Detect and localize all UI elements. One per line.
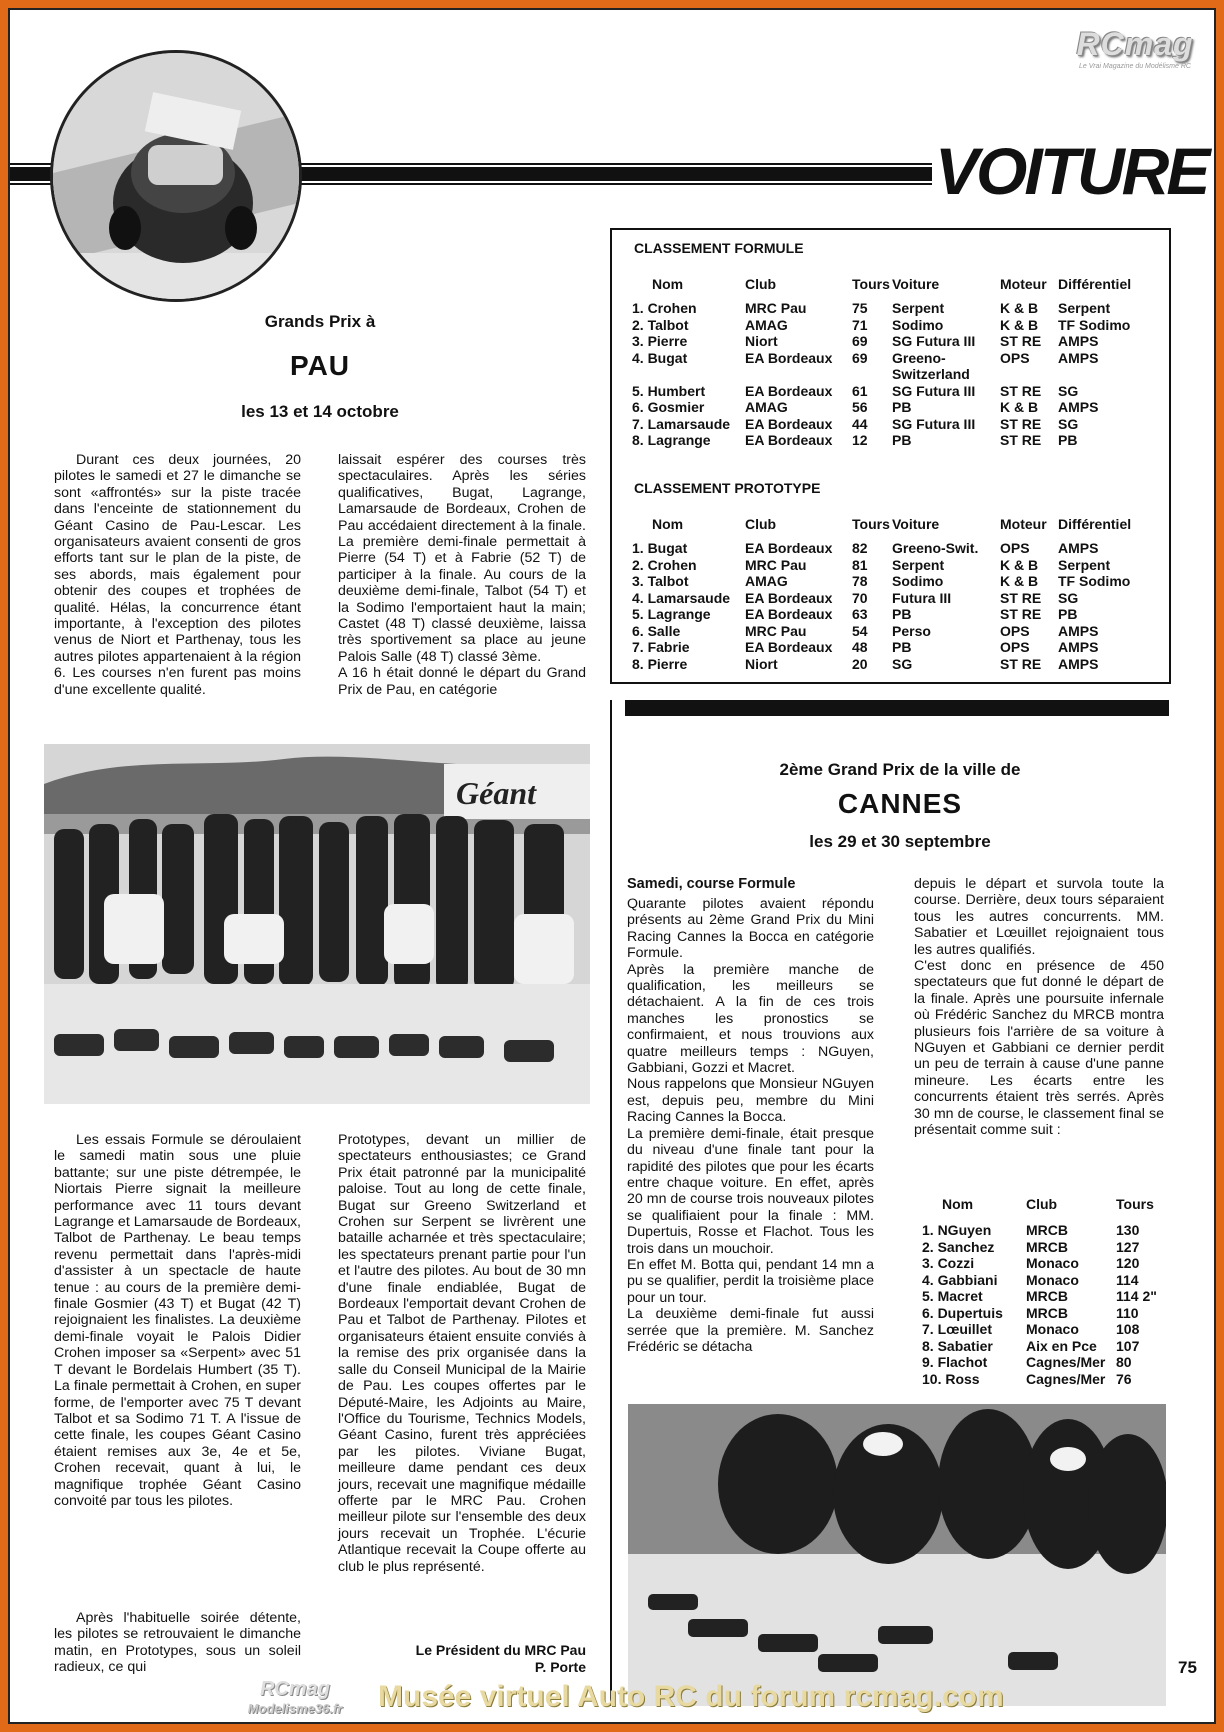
table-row bbox=[612, 383, 1169, 399]
pau-pre-title: Grands Prix à bbox=[264, 312, 376, 331]
table-cell: 10. Ross bbox=[922, 1370, 980, 1387]
table-cell: PB bbox=[892, 606, 912, 622]
cannes-header-row: Nom Club Tours bbox=[942, 1196, 1154, 1212]
table-cell: 12 bbox=[852, 432, 868, 448]
table-cell: AMPS bbox=[1058, 639, 1099, 655]
table-cell: ST RE bbox=[1000, 606, 1042, 622]
table-cell: 114 2" bbox=[1116, 1288, 1157, 1304]
cannes-col1: Quarante pilotes avaient répondu présents au 2ème Grand Prix du Mini Racing Cannes la Bocca en catégorie Formule. Après la première manche de qualification, les meilleurs se détachaient. A la fin de ces trois manches les pronostics se confirmaient, et nous trouvions aux quatre meilleurs temps : NGuyen, Gabbiani, Gozzi et Macret. Nous rappelons que Monsieur NGuyen est, depuis peu, membre du Mini Racing Cannes la Bocca. La première demi-finale, était presque du niveau d'une finale tant pour la rapidité des pilotes que pour les écarts entre chaque voiture. En effet, après 20 mn de course trois nouveaux pilotes se qualifiaient pour la finale : MM. Dupertuis, Rosse et Flachot. Tous les trois dans un mouchoir. En effet M. Botta qui, pendant 14 mn a pu se qualifier, perdit la troisième place pour un tour. La deuxième demi-finale fut aussi serrée que la première. M. Sanchez Frédéric se détacha bbox=[627, 896, 874, 1355]
table-cell: Aix en Pce bbox=[1026, 1337, 1097, 1354]
table-cell: AMAG bbox=[745, 573, 788, 589]
table-row bbox=[612, 416, 1169, 432]
table-row bbox=[914, 1371, 1174, 1387]
table-row bbox=[914, 1305, 1174, 1321]
table-cell: PB bbox=[1058, 606, 1078, 622]
table-cell: 6. Gosmier bbox=[632, 399, 705, 415]
table-cell: MRC Pau bbox=[745, 556, 807, 573]
column-divider bbox=[610, 700, 612, 1706]
table-cell: MRCB bbox=[1026, 1222, 1068, 1238]
table-cell: Cagnes/Mer bbox=[1026, 1354, 1106, 1370]
table-cell: 9. Flachot bbox=[922, 1354, 988, 1370]
table-row bbox=[612, 557, 1169, 573]
table-row bbox=[612, 432, 1169, 448]
table-row bbox=[914, 1354, 1174, 1370]
table-cell: EA Bordeaux bbox=[745, 589, 833, 606]
table-cell: AMAG bbox=[745, 399, 788, 415]
table-row bbox=[612, 590, 1169, 606]
footer-logo bbox=[220, 1678, 370, 1716]
table-row bbox=[612, 317, 1169, 333]
table-cell: PB bbox=[1058, 432, 1078, 448]
cannes-pre-title: 2ème Grand Prix de la ville de bbox=[779, 760, 1021, 779]
cannes-dates: les 29 et 30 septembre bbox=[809, 832, 991, 851]
table-cell: EA Bordeaux bbox=[745, 606, 833, 622]
table-cell: 70 bbox=[852, 589, 868, 606]
table-cell: 114 bbox=[1116, 1271, 1139, 1288]
table-cell: ST RE bbox=[1000, 382, 1042, 399]
rcmag-logo bbox=[1065, 26, 1205, 68]
table-cell: K & B bbox=[1000, 399, 1039, 415]
table-cell: ST RE bbox=[1000, 415, 1042, 432]
table-row bbox=[612, 606, 1169, 622]
cannes-subhead: Samedi, course Formule bbox=[627, 876, 796, 892]
table-cell: EA Bordeaux bbox=[745, 540, 833, 556]
table-cell: MRCB bbox=[1026, 1288, 1068, 1304]
table-cell: 82 bbox=[852, 540, 868, 556]
table-row bbox=[914, 1222, 1174, 1238]
footer-logo-text: RCmag bbox=[259, 1678, 330, 1700]
table-cell: OPS bbox=[1000, 540, 1030, 556]
pau-col1-top: Durant ces deux journées, 20 pilotes le samedi et 27 le dimanche se sont «affrontés» sur la piste tracée dans l'enceinte de stationnement du Géant Casino de Pau-Lescar. Les organisateurs avaient consenti de gros efforts tant sur le plan de la piste, de ses abords, mais également pour obtenir des coupes et trophées de qualité. Hélas, la concurrence étant importante, à l'exception des pilotes venus de Niort et Parthenay, tous les autres pilotes appartenaient à la région 6. Les courses n'en furent pas moins d'une excellente qualité. bbox=[54, 452, 301, 698]
table-row bbox=[612, 333, 1169, 349]
pau-col1-bottom: Les essais Formule se déroulaient le samedi matin sous une pluie battante; sur une piste détrempée, le Niortais Pierre signait la meilleure performance avec 11 tours devant Lagrange et Lamarsaude de Bordeaux, Talbot de Parthenay. Le beau temps revenu permettait dans l'après-midi d'assister à un spectacle de haute tenue : au cours de la première demi-finale Gosmier (43 T) et Bugat (42 T) rejoignaient les finalistes. La deuxième demi-finale voyait le Palois Didier Crohen imposer sa «Serpent» avec 51 T devant le Bordelais Humbert (35 T). La finale permettait à Crohen, en super forme, de l'emporter avec 75 T devant Talbot et sa Sodimo 71 T. A l'issue de cette finale, les coupes Géant Casino étaient remises aux 3e, 4e et 5e, Crohen recevait, quant à lui, le magnifique trophée Géant Casino convoité par tous les pilotes. bbox=[54, 1132, 301, 1509]
table-cell: SG bbox=[1058, 415, 1079, 432]
table-row bbox=[914, 1255, 1174, 1271]
table-cell: 2. Talbot bbox=[632, 316, 689, 333]
table-cell: 71 bbox=[852, 316, 868, 333]
circle-car-photo bbox=[50, 50, 302, 302]
table-cell: 63 bbox=[852, 606, 868, 622]
table-cell: 3. Cozzi bbox=[922, 1255, 975, 1271]
table-cell: Niort bbox=[745, 333, 778, 349]
table-cell: 61 bbox=[852, 382, 868, 399]
table-cell: MRC Pau bbox=[745, 622, 807, 639]
cannes-race-photo bbox=[628, 1404, 1166, 1706]
table-row bbox=[612, 349, 1169, 382]
table-cell: MRCB bbox=[1026, 1238, 1068, 1255]
table-cell: 8. Sabatier bbox=[922, 1337, 993, 1354]
table-cell: SG bbox=[892, 655, 913, 672]
table-cell: Perso bbox=[892, 622, 931, 639]
table-cell: AMPS bbox=[1058, 655, 1099, 672]
table-cell: 8. Pierre bbox=[632, 655, 688, 672]
table-cell: 1. NGuyen bbox=[922, 1222, 992, 1238]
pau-group-photo bbox=[44, 744, 590, 1104]
table-cell: Greeno- Switzerland bbox=[892, 349, 970, 382]
table-cell: AMPS bbox=[1058, 333, 1099, 349]
table-cell: PB bbox=[892, 399, 912, 415]
footer-logo-sub: Modelisme36.fr bbox=[247, 1701, 343, 1716]
table-cell: Serpent bbox=[892, 556, 945, 573]
table-cell: 69 bbox=[852, 333, 868, 349]
pau-signature bbox=[338, 1642, 586, 1676]
cannes-results-table bbox=[914, 1196, 1174, 1396]
table-cell: OPS bbox=[1000, 349, 1030, 366]
table-cell: K & B bbox=[1000, 300, 1039, 316]
table-cell: ST RE bbox=[1000, 655, 1042, 672]
table-cell: K & B bbox=[1000, 316, 1039, 333]
table-cell: OPS bbox=[1000, 639, 1030, 655]
table-row bbox=[612, 540, 1169, 556]
table-row bbox=[612, 573, 1169, 589]
table-cell: ST RE bbox=[1000, 333, 1042, 349]
table-cell: Serpent bbox=[1058, 300, 1111, 316]
table-cell: 48 bbox=[852, 639, 868, 655]
cannes-col2: depuis le départ et survola toute la course. Derrière, deux tours séparaient tous les autres concurrents. MM. Sabatier et Lœuillet rejoignaient tous les autres qualifiés. C'est donc en présence de 450 spectateurs que fut donné le départ de la finale. Après une poursuite infernale où Frédéric Sanchez du MRCB montra plusieurs fois l'arrière de sa voiture à NGuyen et Gabbiani ce dernier perdit un peu de terrain à cause d'une panne mineure. Les écarts entre les concurrents étaient très serrés. Après 30 mn de course, le classement final se présentait comme suit : bbox=[914, 876, 1164, 1139]
table-cell: 130 bbox=[1116, 1222, 1140, 1238]
table-cell: PB bbox=[892, 432, 912, 448]
table-row bbox=[612, 623, 1169, 639]
table-cell: Niort bbox=[745, 655, 778, 672]
table-cell: 5. Lagrange bbox=[632, 606, 711, 622]
table-cell: Sodimo bbox=[892, 316, 944, 333]
prototype-header-row: Nom Club Tours Voiture Moteur Différentiel bbox=[652, 516, 1132, 532]
table-cell: 7. Fabrie bbox=[632, 639, 690, 655]
table-cell: 3. Talbot bbox=[632, 573, 689, 589]
pau-col2-top: laissait espérer des courses très spectaculaires. Après les séries qualificatives, Bugat, Lagrange, Lamarsaude de Bordeaux, Crohen de Pau accédaient directement à la finale. La première demi-finale permettait à Pierre (54 T) et à Fabrie (52 T) de participer à la finale. Au cours de la deuxième demi-finale, Talbot (54 T) et la Sodimo l'emportaient haut la main; Castet (48 T) classé deuxième, laissa très sportivement sa place au jeune Palois Salle (48 T) classé 3ème. A 16 h était donné le départ du Grand Prix de Pau, en catégorie bbox=[338, 452, 586, 698]
mid-rule bbox=[625, 700, 1169, 716]
table-cell: Monaco bbox=[1026, 1255, 1079, 1271]
table-cell: Monaco bbox=[1026, 1321, 1079, 1337]
table-cell: 4. Gabbiani bbox=[922, 1271, 998, 1288]
table-cell: EA Bordeaux bbox=[745, 432, 833, 448]
table-cell: 2. Crohen bbox=[632, 556, 697, 573]
table-cell: 56 bbox=[852, 399, 868, 415]
table-cell: 1. Crohen bbox=[632, 300, 697, 316]
table-row bbox=[914, 1272, 1174, 1288]
table-cell: 127 bbox=[1116, 1238, 1140, 1255]
signature-line1: Le Président du MRC Pau bbox=[415, 1642, 586, 1658]
table-cell: PB bbox=[892, 639, 912, 655]
table-cell: 2. Sanchez bbox=[922, 1238, 995, 1255]
table-cell: AMPS bbox=[1058, 349, 1099, 366]
table-cell: 3. Pierre bbox=[632, 333, 688, 349]
table-row bbox=[612, 399, 1169, 415]
formule-title: CLASSEMENT FORMULE bbox=[634, 240, 804, 256]
table-row bbox=[612, 656, 1169, 672]
table-cell: 4. Lamarsaude bbox=[632, 589, 731, 606]
table-cell: 6. Dupertuis bbox=[922, 1304, 1003, 1321]
table-cell: EA Bordeaux bbox=[745, 382, 833, 399]
table-cell: 54 bbox=[852, 622, 868, 639]
table-cell: EA Bordeaux bbox=[745, 349, 833, 366]
page-number: 75 bbox=[1178, 1658, 1197, 1677]
table-cell: 5. Humbert bbox=[632, 382, 706, 399]
pau-col1-end: Après l'habituelle soirée détente, les pilotes se retrouvaient le dimanche matin, en Prototypes, sous un soleil radieux, ce qui bbox=[54, 1610, 301, 1676]
table-cell: TF Sodimo bbox=[1058, 316, 1131, 333]
table-cell: 4. Bugat bbox=[632, 349, 688, 366]
table-cell: 75 bbox=[852, 300, 868, 316]
table-cell: 78 bbox=[852, 573, 868, 589]
table-cell: Sodimo bbox=[892, 573, 944, 589]
magazine-page bbox=[8, 8, 1216, 1724]
pau-dates: les 13 et 14 octobre bbox=[241, 402, 399, 421]
table-cell: 81 bbox=[852, 556, 868, 573]
table-row bbox=[612, 300, 1169, 316]
prototype-title: CLASSEMENT PROTOTYPE bbox=[634, 480, 821, 496]
formule-header-row: Nom Club Tours Voiture Moteur Différentiel bbox=[652, 276, 1132, 292]
table-cell: 108 bbox=[1116, 1321, 1140, 1337]
table-cell: Serpent bbox=[892, 300, 945, 316]
table-cell: Cagnes/Mer bbox=[1026, 1370, 1106, 1387]
table-cell: 20 bbox=[852, 655, 868, 672]
table-cell: EA Bordeaux bbox=[745, 415, 833, 432]
table-cell: SG bbox=[1058, 589, 1079, 606]
section-title: VOITURE bbox=[935, 134, 1208, 208]
table-cell: Futura III bbox=[892, 589, 952, 606]
pau-title: PAU bbox=[289, 350, 351, 381]
table-cell: ST RE bbox=[1000, 432, 1042, 448]
cannes-title: CANNES bbox=[837, 788, 963, 819]
table-cell: Monaco bbox=[1026, 1271, 1079, 1288]
table-cell: 120 bbox=[1116, 1255, 1140, 1271]
table-cell: Greeno-Swit. bbox=[892, 540, 979, 556]
table-row bbox=[914, 1239, 1174, 1255]
results-box bbox=[610, 228, 1171, 684]
table-row bbox=[914, 1321, 1174, 1337]
table-cell: 80 bbox=[1116, 1354, 1132, 1370]
table-row bbox=[914, 1338, 1174, 1354]
table-cell: 8. Lagrange bbox=[632, 432, 711, 448]
table-cell: 7. Lamarsaude bbox=[632, 415, 731, 432]
table-cell: Serpent bbox=[1058, 556, 1111, 573]
logo-tagline: Le Vrai Magazine du Modélisme RC bbox=[1079, 63, 1191, 70]
table-cell: 107 bbox=[1116, 1337, 1140, 1354]
table-cell: 110 bbox=[1116, 1304, 1139, 1321]
logo-text: RCmag bbox=[1076, 26, 1194, 62]
table-cell: 6. Salle bbox=[632, 622, 681, 639]
table-cell: SG Futura III bbox=[892, 333, 976, 349]
signature-line2: P. Porte bbox=[534, 1659, 586, 1675]
table-cell: K & B bbox=[1000, 573, 1039, 589]
table-cell: SG Futura III bbox=[892, 382, 976, 399]
table-cell: K & B bbox=[1000, 556, 1039, 573]
table-cell: MRCB bbox=[1026, 1304, 1068, 1321]
table-cell: AMPS bbox=[1058, 399, 1099, 415]
geant-sign: Géant bbox=[456, 775, 536, 811]
table-cell: 5. Macret bbox=[922, 1288, 983, 1304]
table-cell: ST RE bbox=[1000, 589, 1042, 606]
table-cell: 7. Lœuillet bbox=[922, 1321, 992, 1337]
table-cell: 44 bbox=[852, 415, 868, 432]
table-cell: MRC Pau bbox=[745, 300, 807, 316]
table-cell: 76 bbox=[1116, 1370, 1132, 1387]
table-cell: AMPS bbox=[1058, 540, 1099, 556]
table-cell: AMAG bbox=[745, 316, 788, 333]
footer-text: Musée virtuel Auto RC du forum rcmag.com bbox=[378, 1680, 1004, 1713]
table-cell: EA Bordeaux bbox=[745, 639, 833, 655]
table-cell: 1. Bugat bbox=[632, 540, 688, 556]
table-cell: 69 bbox=[852, 349, 868, 366]
table-cell: OPS bbox=[1000, 622, 1030, 639]
pau-col2-bottom: Prototypes, devant un millier de spectateurs enthousiastes; ce Grand Prix était patronné par la municipalité paloise. Tout au long de cette finale, Bugat sur Greeno Switzerland et Crohen sur Serpent se livrèrent une bataille acharnée et très spectaculaire; les spectateurs prenant partie pour l'un et l'autre des pilotes. Au bout de 30 mn d'une finale endiablée, Bugat de Bordeaux l'emportait devant Crohen de Pau et Talbot de Parthenay. Pilotes et organisateurs étaient ensuite conviés à la remise des prix organisée dans la salle du Conseil Municipal de la Mairie de Pau. Les coupes offertes par le Député-Maire, les Adjoints au Maire, l'Office du Tourisme, Technics Models, Géant Casino, furent très appréciées par les pilotes. Viviane Bugat, meilleure dame pendant ces deux jours, recevait une magnifique médaille offerte par le MRC Pau. Crohen meilleur pilote sur l'ensemble des deux jours recevait un Trophée. L'écurie Atlantique recevait la Coupe offerte au club le plus représenté. bbox=[338, 1132, 586, 1575]
table-cell: TF Sodimo bbox=[1058, 573, 1131, 589]
table-cell: SG bbox=[1058, 382, 1079, 399]
table-cell: SG Futura III bbox=[892, 415, 976, 432]
table-row bbox=[914, 1288, 1174, 1304]
table-cell: AMPS bbox=[1058, 622, 1099, 639]
table-row bbox=[612, 639, 1169, 655]
